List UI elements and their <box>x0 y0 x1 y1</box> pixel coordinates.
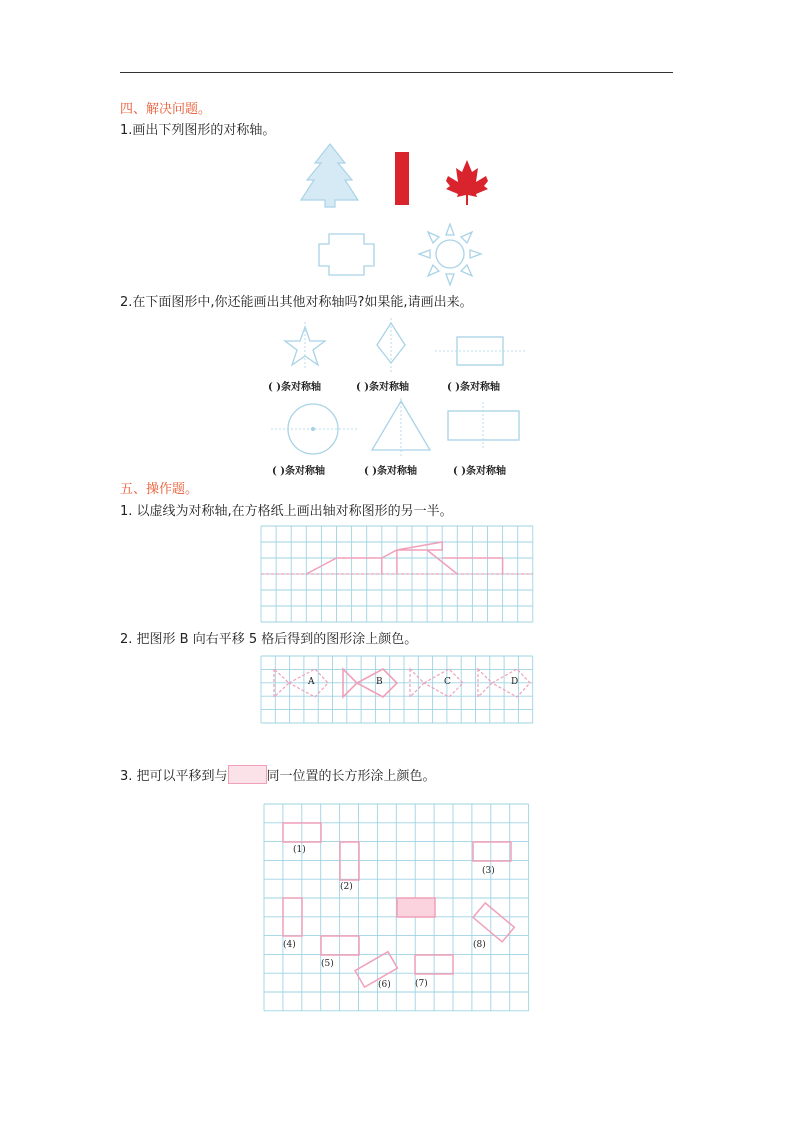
axis-count-blank[interactable]: ( )条对称轴 <box>447 382 500 393</box>
axis-count-blank[interactable]: ( )条对称轴 <box>356 382 409 393</box>
question-5-3-start: 3. 把可以平移到与 <box>120 769 228 784</box>
reference-rectangle-filled <box>397 898 435 917</box>
shape-label-b: B <box>376 677 383 687</box>
rect-label-6: (6) <box>378 980 391 990</box>
question-4-2: 2.在下面图形中,你还能画出其他对称轴吗?如果能,请画出来。 <box>120 295 473 310</box>
axis-count-blank[interactable]: ( )条对称轴 <box>272 466 325 477</box>
rectangle-6[interactable] <box>355 952 397 987</box>
shape-label-c: C <box>444 677 451 687</box>
rectangle-2[interactable] <box>340 842 359 880</box>
question-5-3-end: 同一位置的长方形涂上颜色。 <box>266 769 436 784</box>
shape-label-a: A <box>308 677 315 687</box>
axis-count-blank[interactable]: ( )条对称轴 <box>268 382 321 393</box>
rectangle-3[interactable] <box>473 842 511 861</box>
rect-label-2: (2) <box>340 882 353 892</box>
shape-label-d: D <box>511 677 519 687</box>
question-5-1: 1. 以虚线为对称轴,在方格纸上画出轴对称图形的另一半。 <box>120 504 453 519</box>
question-5-2: 2. 把图形 B 向右平移 5 格后得到的图形涂上颜色。 <box>120 632 418 647</box>
rect-label-7: (7) <box>415 979 428 989</box>
rect-label-1: (1) <box>293 845 306 855</box>
axis-count-blank[interactable]: ( )条对称轴 <box>364 466 417 477</box>
question-4-1: 1.画出下列图形的对称轴。 <box>120 123 276 138</box>
rect-label-5: (5) <box>321 959 334 969</box>
rect-label-3: (3) <box>482 866 495 876</box>
rect-label-4: (4) <box>283 940 296 950</box>
axis-count-blank[interactable]: ( )条对称轴 <box>453 466 506 477</box>
rect-label-8: (8) <box>473 940 486 950</box>
section-4-heading: 四、解决问题。 <box>120 102 212 117</box>
section-5-heading: 五、操作题。 <box>120 482 199 497</box>
